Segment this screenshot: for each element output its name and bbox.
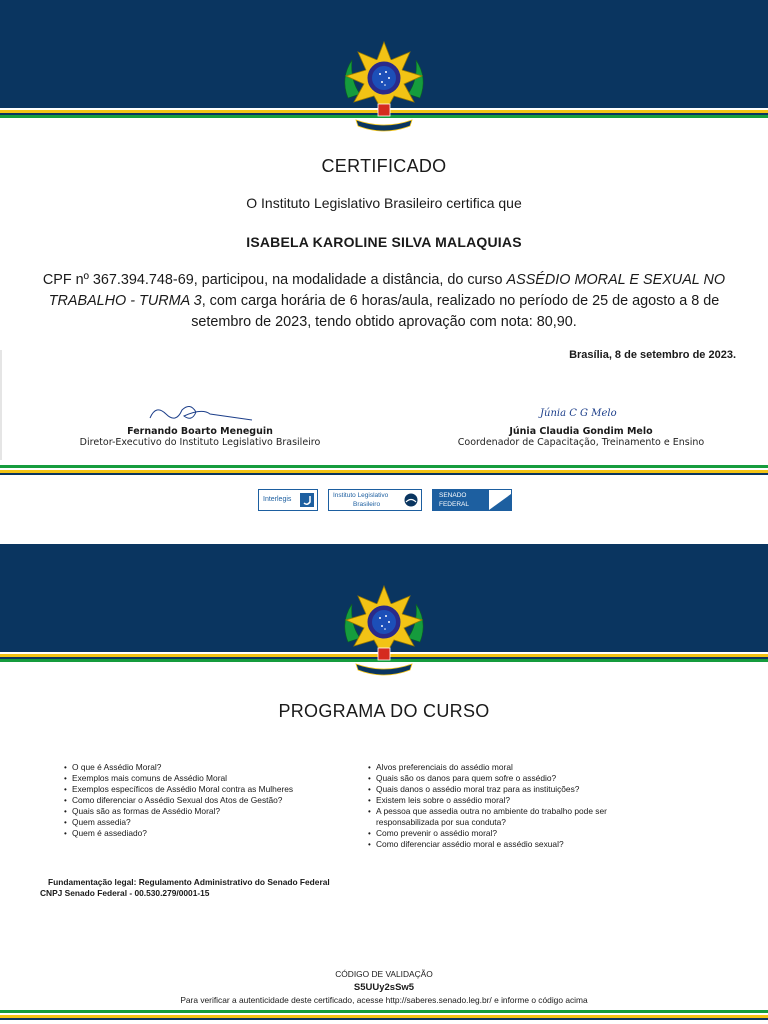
- signer-2: [440, 426, 722, 448]
- page-gap: [0, 520, 768, 544]
- list-item: • Exemplos mais comuns de Assédio Moral: [72, 773, 352, 784]
- certificate-intro: O Instituto Legislativo Brasileiro certifica que: [246, 195, 522, 211]
- senado-label-1: SENADO: [439, 492, 467, 499]
- issue-date: Brasília, 8 de setembro de 2023.: [569, 349, 736, 361]
- body-text-end: , com carga horária de 6 horas/aula, realizado no período de 25 de agosto a 8 de setembro de 2023, tendo obtido aprovação com nota: 80,90.: [191, 293, 720, 330]
- list-item: • Quais são as formas de Assédio Moral?: [72, 806, 352, 817]
- senado-logo: [432, 489, 512, 511]
- recipient-name: ISABELA KAROLINE SILVA MALAQUIAS: [246, 234, 522, 250]
- list-item: • Exemplos específicos de Assédio Moral contra as Mulheres: [72, 784, 352, 795]
- signer-1-role: Diretor-Executivo do Instituto Legislativo Brasileiro: [79, 437, 321, 448]
- program-title: PROGRAMA DO CURSO: [278, 701, 490, 721]
- ilb-icon: [404, 493, 418, 507]
- signer-2-name: Júnia Claudia Gondim Melo: [509, 426, 653, 437]
- validation-note: Para verificar a autenticidade deste certificado, acesse http://saberes.senado.leg.br/ e informe o código acima: [180, 995, 588, 1005]
- left-rule: [0, 350, 2, 460]
- senado-label-2: FEDERAL: [439, 501, 469, 508]
- ilb-label-1: Instituto Legislativo: [333, 492, 389, 499]
- program-list-right: [366, 762, 636, 850]
- legal-basis: Fundamentação legal: Regulamento Administrativo do Senado Federal: [48, 877, 330, 887]
- ilb-logo: [328, 489, 422, 511]
- list-item: • Quem assedia?: [72, 817, 352, 828]
- list-item: • Como prevenir o assédio moral?: [376, 828, 636, 839]
- senado-icon: [489, 490, 511, 510]
- signature-1-icon: [146, 400, 256, 426]
- signer-1: [60, 426, 340, 448]
- signer-2-role: Coordenador de Capacitação, Treinamento e Ensino: [457, 437, 705, 448]
- list-item: • Quais são os danos para quem sofre o assédio?: [376, 773, 636, 784]
- body-text-start: CPF nº 367.394.748-69, participou, na modalidade a distância, do curso: [42, 272, 507, 288]
- list-item: • A pessoa que assedia outra no ambiente do trabalho pode ser responsabilizada por sua conduta?: [376, 806, 636, 828]
- course-name: ASSÉDIO MORAL E SEXUAL NO TRABALHO - TURMA 3: [48, 272, 726, 309]
- interlegis-logo: [258, 489, 318, 511]
- list-item: • Quais danos o assédio moral traz para as instituições?: [376, 784, 636, 795]
- validation-code: S5UUy2sSw5: [353, 982, 415, 993]
- list-item: • O que é Assédio Moral?: [72, 762, 352, 773]
- footer-stripes: [0, 465, 768, 475]
- certificate-body: [30, 270, 738, 333]
- interlegis-icon: [300, 493, 314, 507]
- list-item: • Quem é assediado?: [72, 828, 352, 839]
- cnpj: CNPJ Senado Federal - 00.530.279/0001-15: [40, 888, 210, 898]
- brasao-icon-2: [334, 582, 434, 682]
- ilb-label-2: Brasileiro: [353, 501, 381, 508]
- list-item: • Existem leis sobre o assédio moral?: [376, 795, 636, 806]
- list-item: • Alvos preferenciais do assédio moral: [376, 762, 636, 773]
- validation-label: CÓDIGO DE VALIDAÇÃO: [335, 969, 433, 979]
- signer-1-name: Fernando Boarto Meneguin: [127, 426, 273, 437]
- program-page: [0, 544, 768, 1024]
- certificate-title: CERTIFICADO: [321, 156, 447, 176]
- list-item: • Como diferenciar assédio moral e assédio sexual?: [376, 839, 636, 850]
- footer-stripes-2: [0, 1010, 768, 1020]
- brasao-icon: [334, 38, 434, 138]
- program-list-left: [62, 762, 352, 839]
- signature-2-text: Júnia C G Melo: [540, 408, 617, 419]
- list-item: • Como diferenciar o Assédio Sexual dos Atos de Gestão?: [72, 795, 352, 806]
- interlegis-label: Interlegis: [263, 496, 292, 503]
